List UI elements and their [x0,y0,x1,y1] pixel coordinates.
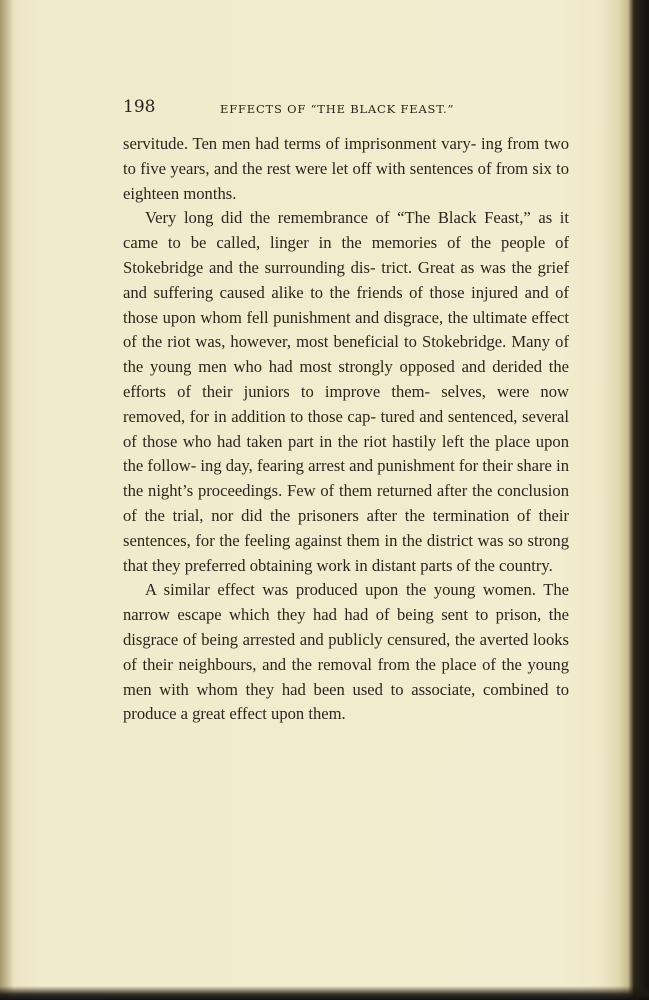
body-text [123,132,569,727]
paragraph-1: servitude. Ten men had terms of imprisonment vary- ing from two to five years, and the rest were let off with sentences of from six to eighteen months. [123,134,569,203]
paragraph-2: Very long did the remembrance of “The Black Feast,” as it came to be called, linger in the memories of the people of Stokebridge and the surrounding dis- trict. Great as was the grief and suffering caused alike to the friends of those injured and of those upon whom fell punishment and disgrace, the ultimate effect of the riot was, however, most beneficial to Stokebridge. Many of the young men who had most strongly opposed and derided the efforts of their juniors to improve them- selves, were now removed, for in addition to those cap- tured and sentenced, several of those who had taken part in the riot hastily left the place upon the follow- ing day, fearing arrest and punishment for their share in the night’s proceedings. Few of them returned after the conclusion of the trial, nor did the prisoners after the termination of their sentences, for the feeling against them in the district was so strong that they preferred obtaining work in distant parts of the country. [123,208,569,575]
running-head: EFFECTS OF “THE BLACK FEAST.” [220,102,455,116]
page-number: 198 [123,97,156,117]
page-bottom-shadow [0,986,649,1000]
paragraph-3: A similar effect was produced upon the young women. The narrow escape which they had had of being sent to prison, the disgrace of being arrested and publicly censured, the averted looks of their neighbours, and the removal from the place of the young men with whom they had been used to associate, combined to produce a great effect upon them. [123,580,569,724]
page-header [123,97,571,121]
